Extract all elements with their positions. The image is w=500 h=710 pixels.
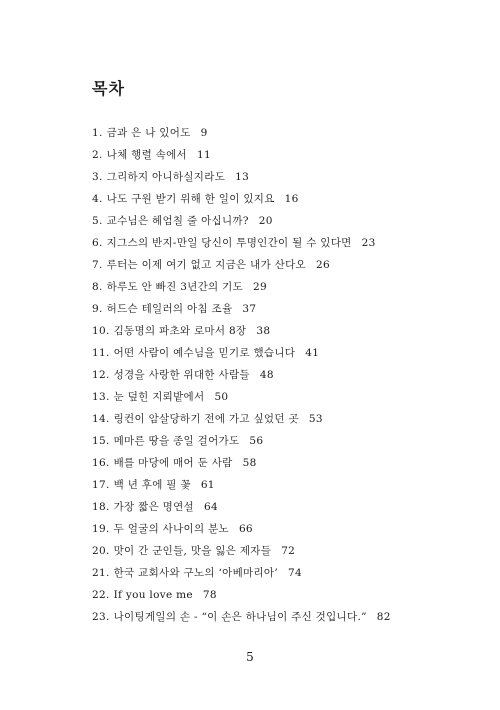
toc-entry-number: 10. xyxy=(92,325,110,337)
toc-entry-page: 41 xyxy=(305,347,320,359)
toc-entry-number: 9. xyxy=(92,303,103,315)
toc-entry-number: 8. xyxy=(92,281,103,293)
toc-entry-number: 22. xyxy=(92,589,110,601)
toc-entry-page: 26 xyxy=(315,259,330,271)
toc-entry xyxy=(92,430,472,452)
toc-entry-page: 50 xyxy=(214,391,229,403)
toc-entry-page: 11 xyxy=(197,149,211,161)
toc-entry-number: 23. xyxy=(92,611,110,623)
toc-entry-number: 7. xyxy=(92,259,103,271)
toc-entry-title: 두 얼굴의 사나이의 분노 xyxy=(113,523,229,535)
toc-entry-page: 78 xyxy=(202,589,217,601)
toc-entry-page: 56 xyxy=(249,435,264,447)
toc-title: 목차 xyxy=(92,79,125,98)
toc-entry-title: 나체 행렬 속에서 xyxy=(106,149,188,161)
toc-entry xyxy=(92,122,472,144)
toc-entry-page: 13 xyxy=(235,171,250,183)
toc-entry-number: 4. xyxy=(92,193,103,205)
toc-entry-number: 13. xyxy=(92,391,110,403)
toc-entry xyxy=(92,144,472,166)
toc-entry-page: 38 xyxy=(256,325,271,337)
toc-entry-number: 3. xyxy=(92,171,103,183)
toc-entry-title: 김동명의 파초와 로마서 8장 xyxy=(113,325,247,337)
toc-entry-number: 12. xyxy=(92,369,110,381)
toc-entry xyxy=(92,452,472,474)
toc-entry-title: 맛이 간 군인들, 맛을 잃은 제자들 xyxy=(113,545,272,557)
toc-entry-title: 그리하지 아니하실지라도 xyxy=(106,171,226,183)
toc-entry xyxy=(92,474,472,496)
toc-entry xyxy=(92,584,472,606)
toc-entry xyxy=(92,298,472,320)
toc-entry-title: 나도 구원 받기 위해 한 일이 있지요 xyxy=(106,193,275,205)
toc-entry-title: 나이팅게일의 손 - “이 손은 하나님이 주신 것입니다.” xyxy=(113,611,367,623)
toc-entry-title: 가장 짧은 명연설 xyxy=(113,501,194,513)
toc-entry-page: 37 xyxy=(242,303,257,315)
toc-entry-page: 61 xyxy=(200,479,215,491)
toc-entry xyxy=(92,320,472,342)
toc-entry-page: 66 xyxy=(238,523,253,535)
toc-entry-title: 링컨이 암살당하기 전에 가고 싶었던 곳 xyxy=(113,413,299,425)
toc-entry-page: 23 xyxy=(361,237,376,249)
toc-entry-title: 어떤 사람이 예수님을 믿기로 했습니다 xyxy=(113,347,296,359)
toc-entry-number: 16. xyxy=(92,457,110,469)
toc-entry xyxy=(92,210,472,232)
toc-entry xyxy=(92,540,472,562)
toc-entry-number: 2. xyxy=(92,149,103,161)
toc-entry-title: 하루도 안 빠진 3년간의 기도 xyxy=(106,281,244,293)
page-number: 5 xyxy=(246,650,254,664)
toc-entry-page: 48 xyxy=(259,369,274,381)
toc-entry-title: 금과 은 나 있어도 xyxy=(106,127,191,139)
toc-entry-title: 배를 마당에 매어 둔 사람 xyxy=(113,457,233,469)
toc-entry xyxy=(92,408,472,430)
toc-entry xyxy=(92,496,472,518)
toc-entry-title: 허드슨 테일러의 아침 조율 xyxy=(106,303,233,315)
toc-entry xyxy=(92,166,472,188)
toc-entry xyxy=(92,276,472,298)
toc-entry-number: 17. xyxy=(92,479,110,491)
toc-entry-number: 19. xyxy=(92,523,110,535)
toc-entry-title: 한국 교회사와 구노의 ‘아베마리아’ xyxy=(113,567,278,579)
toc-entry-page: 64 xyxy=(204,501,218,513)
toc-entry-title: If you love me xyxy=(113,589,193,601)
toc-list xyxy=(92,122,472,628)
toc-entry-number: 18. xyxy=(92,501,110,513)
toc-entry-page: 20 xyxy=(258,215,273,227)
toc-entry xyxy=(92,518,472,540)
toc-entry-number: 1. xyxy=(92,127,103,139)
toc-entry-title: 루터는 이제 여기 없고 지금은 내가 산다오 xyxy=(106,259,306,271)
toc-entry-title: 지그스의 반지-만일 당신이 투명인간이 될 수 있다면 xyxy=(106,237,352,249)
toc-entry-number: 5. xyxy=(92,215,103,227)
toc-entry xyxy=(92,254,472,276)
toc-entry xyxy=(92,232,472,254)
toc-entry-title: 백 년 후에 필 꽃 xyxy=(113,479,191,491)
toc-entry-number: 21. xyxy=(92,567,110,579)
toc-entry-page: 82 xyxy=(376,611,391,623)
toc-entry-title: 교수님은 헤엄칠 줄 아십니까? xyxy=(106,215,249,227)
toc-entry-title: 성경을 사랑한 위대한 사람들 xyxy=(113,369,250,381)
toc-entry-page: 29 xyxy=(253,281,267,293)
toc-entry xyxy=(92,386,472,408)
toc-entry-number: 15. xyxy=(92,435,110,447)
toc-entry xyxy=(92,364,472,386)
toc-entry-number: 6. xyxy=(92,237,103,249)
toc-entry-page: 9 xyxy=(200,127,208,139)
toc-entry-number: 11. xyxy=(92,347,110,359)
toc-entry xyxy=(92,606,472,628)
toc-entry xyxy=(92,188,472,210)
toc-entry-page: 16 xyxy=(284,193,299,205)
toc-entry xyxy=(92,562,472,584)
toc-entry-number: 14. xyxy=(92,413,110,425)
toc-entry-page: 74 xyxy=(288,567,302,579)
toc-entry-title: 메마른 땅을 종일 걸어가도 xyxy=(113,435,240,447)
toc-entry-number: 20. xyxy=(92,545,110,557)
toc-entry-page: 58 xyxy=(242,457,257,469)
toc-entry-page: 53 xyxy=(308,413,323,425)
toc-entry xyxy=(92,342,472,364)
toc-entry-title: 눈 덮힌 지뢰밭에서 xyxy=(113,391,205,403)
toc-entry-page: 72 xyxy=(281,545,296,557)
